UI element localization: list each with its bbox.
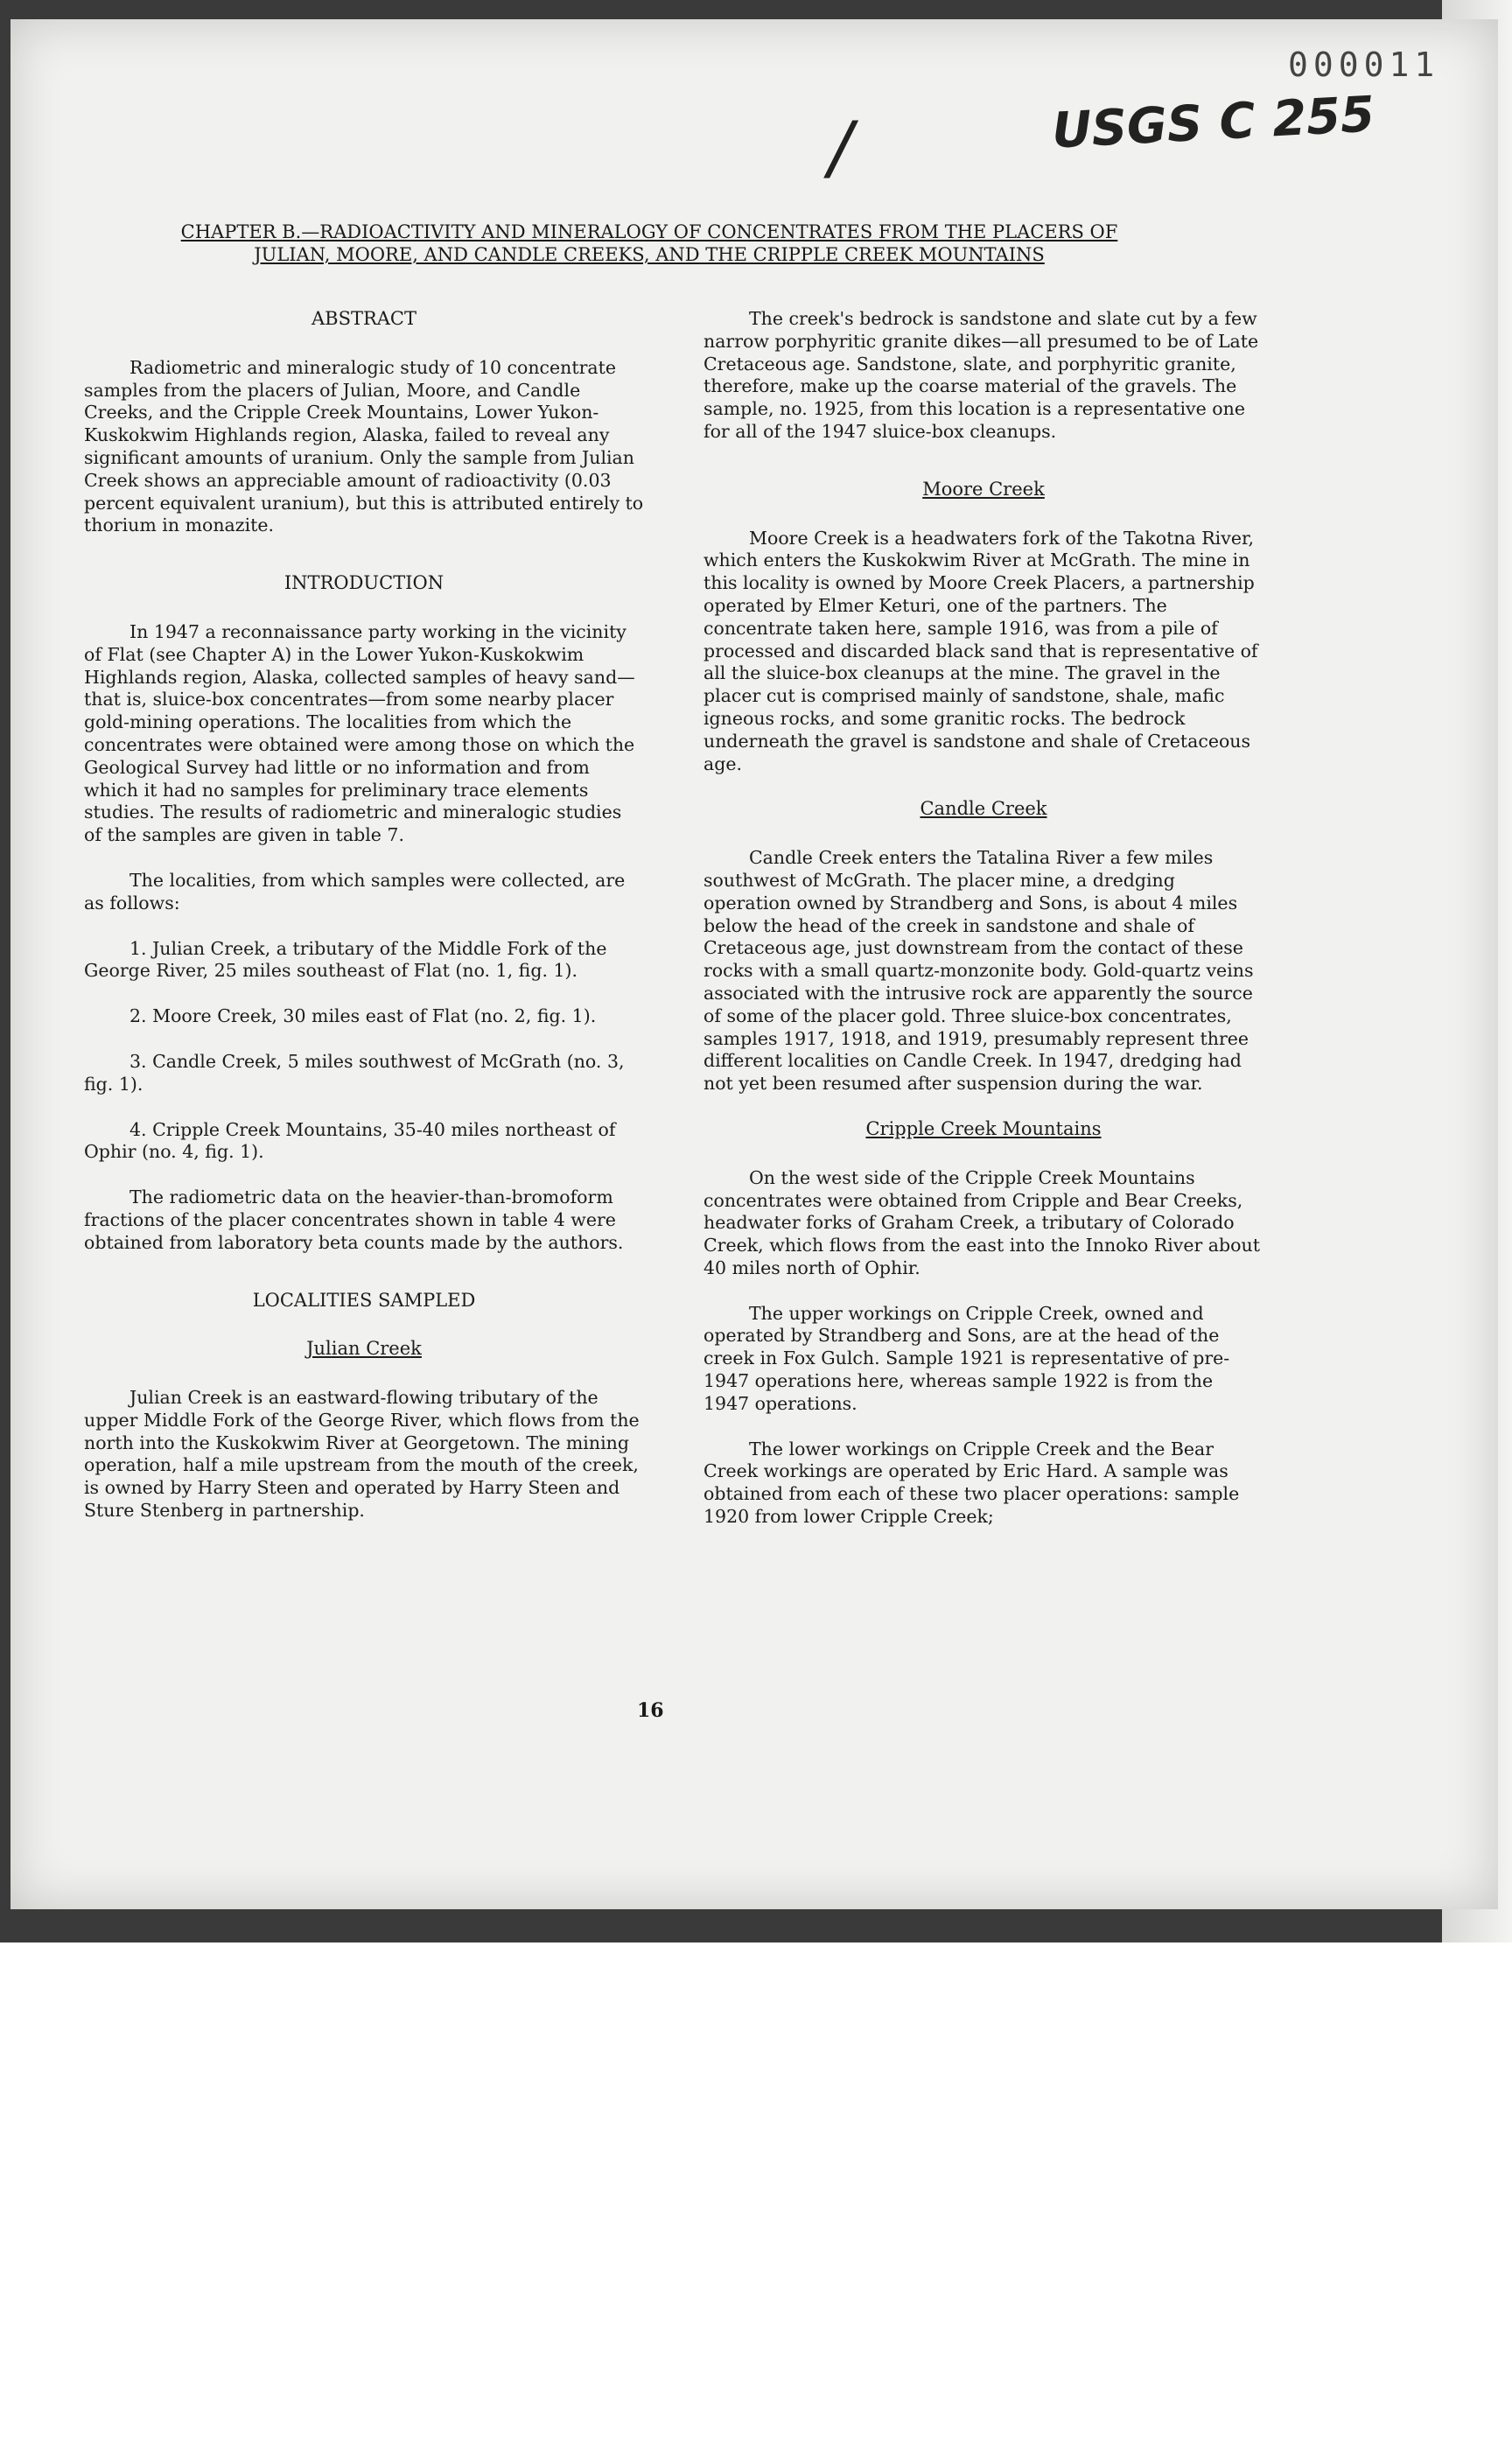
cripple-creek-paragraph-2: The upper workings on Cripple Creek, owned and operated by Strandberg and Sons, are at the head of the creek in Fox Gulch. Sample 1921 is representative of pre-1947 operations here, whereas sample 1922 is from the 1947 operations. — [704, 1302, 1230, 1414]
introduction-paragraph-1: In 1947 a reconnaissance party working in the vicinity of Flat (see Chapter A) in the Lower Yukon-Kuskokwim Highlands region, Alaska, collected samples of heavy sand—that is, sluice-box concentrates—from some nearby placer gold-mining operations. The localities from which the concentrates were obtained were among those on which the Geological Survey had little or no information and from which it had no samples for preliminary trace elements studies. The results of radiometric and mineralogic studies of the samples are given in table 7. — [84, 620, 635, 846]
page-number: 16 — [637, 1699, 664, 1722]
abstract-paragraph: Radiometric and mineralogic study of 10 concentrate samples from the placers of Julian, Moore, and Candle Creeks, and the Cripple Creek Mountains, Lower Yukon-Kuskokwim Highlands region, Alaska, failed to reveal any significant amounts of uranium. Only the sample from Julian Creek shows an appreciable amount of radioactivity (0.03 percent equivalent uranium), but this is attributed entirely to thorium in monazite. — [84, 356, 644, 536]
candle-creek-paragraph: Candle Creek enters the Tatalina River a few miles southwest of McGrath. The placer mine, a dredging operation owned by Strandberg and Sons, is about 4 miles below the head of the creek in sandstone and shale of Cretaceous age, just downstream from the contact of these rocks with a small quartz-monzonite body. Gold-quartz veins associated with the intrusive rock are apparently the source of some of the placer gold. Three sluice-box concentrates, samples 1917, 1918, and 1919, presumably represent three different localities on Candle Creek. In 1947, dredging had not yet been resumed after suspension during the war. — [704, 847, 1254, 1095]
right-column — [704, 308, 1264, 1551]
cripple-creek-paragraph-3: The lower workings on Cripple Creek and the Bear Creek workings are operated by Eric Hard. A sample was obtained from each of these two placer operations: sample 1920 from lower Cripple Creek; — [704, 1438, 1240, 1528]
handwritten-mark: / — [829, 107, 852, 188]
handwritten-id: USGS C 255 — [1050, 86, 1376, 160]
abstract-heading: ABSTRACT — [311, 308, 417, 329]
chapter-title-line-1: CHAPTER B.—RADIOACTIVITY AND MINERALOGY OF CONCENTRATES FROM THE PLACERS OF — [180, 221, 1118, 242]
introduction-paragraph-2: The localities, from which samples were collected, are as follows: — [84, 869, 626, 914]
moore-creek-heading: Moore Creek — [922, 478, 1045, 500]
document-page — [10, 19, 1498, 1909]
moore-creek-paragraph: Moore Creek is a headwaters fork of the Takotna River, which enters the Kuskokwim River at McGrath. The mine in this locality is owned by Moore Creek Placers, a partnership operated by Elmer Keturi, one of the partners. The concentrate taken here, sample 1916, was from a pile of processed and discarded black sand that is representative of all the sluice-box cleanups at the mine. The gravel in the placer cut is comprised mainly of sandstone, shale, mafic igneous rocks, and some granitic rocks. The bedrock underneath the gravel is sandstone and shale of Cretaceous age. — [704, 527, 1258, 774]
locality-item-2: 2. Moore Creek, 30 miles east of Flat (no. 2, fig. 1). — [130, 1005, 597, 1027]
julian-creek-heading: Julian Creek — [306, 1338, 422, 1360]
localities-heading: LOCALITIES SAMPLED — [252, 1289, 476, 1311]
chapter-title — [133, 220, 1166, 266]
page-stamp: 000011 — [1288, 46, 1440, 84]
chapter-title-line-2: JULIAN, MOORE, AND CANDLE CREEKS, AND THE CRIPPLE CREEK MOUNTAINS — [254, 244, 1045, 265]
julian-creek-paragraph: Julian Creek is an eastward-flowing tributary of the upper Middle Fork of the George River, which flows from the north into the Kuskokwim River at Georgetown. The mining operation, half a mile upstream from the mouth of the creek, is owned by Harry Steen and operated by Harry Steen and Sture Stenberg in partnership. — [84, 1387, 640, 1522]
locality-item-3: 3. Candle Creek, 5 miles southwest of McGrath (no. 3, fig. 1). — [84, 1050, 625, 1095]
left-column — [84, 308, 644, 1545]
cripple-creek-heading: Cripple Creek Mountains — [865, 1117, 1102, 1139]
introduction-heading: INTRODUCTION — [284, 572, 444, 594]
locality-item-4: 4. Cripple Creek Mountains, 35-40 miles northeast of Ophir (no. 4, fig. 1). — [84, 1118, 616, 1163]
introduction-paragraph-3: The radiometric data on the heavier-than-bromoform fractions of the placer concentrates shown in table 4 were obtained from laboratory beta counts made by the authors. — [84, 1186, 624, 1253]
cripple-creek-paragraph-1: On the west side of the Cripple Creek Mountains concentrates were obtained from Cripple and Bear Creeks, headwater forks of Graham Creek, a tributary of Colorado Creek, which flows from the east into the Innoko River about 40 miles north of Ophir. — [704, 1166, 1260, 1278]
bedrock-paragraph: The creek's bedrock is sandstone and slate cut by a few narrow porphyritic granite dikes—all presumed to be of Late Cretaceous age. Sandstone, slate, and porphyritic granite, therefore, make up the coarse material of the gravels. The sample, no. 1925, from this location is a representative one for all of the 1947 sluice-box cleanups. — [704, 308, 1259, 442]
candle-creek-heading: Candle Creek — [920, 798, 1047, 820]
locality-item-1: 1. Julian Creek, a tributary of the Middle Fork of the George River, 25 miles southeast of Flat (no. 1, fig. 1). — [84, 937, 607, 982]
